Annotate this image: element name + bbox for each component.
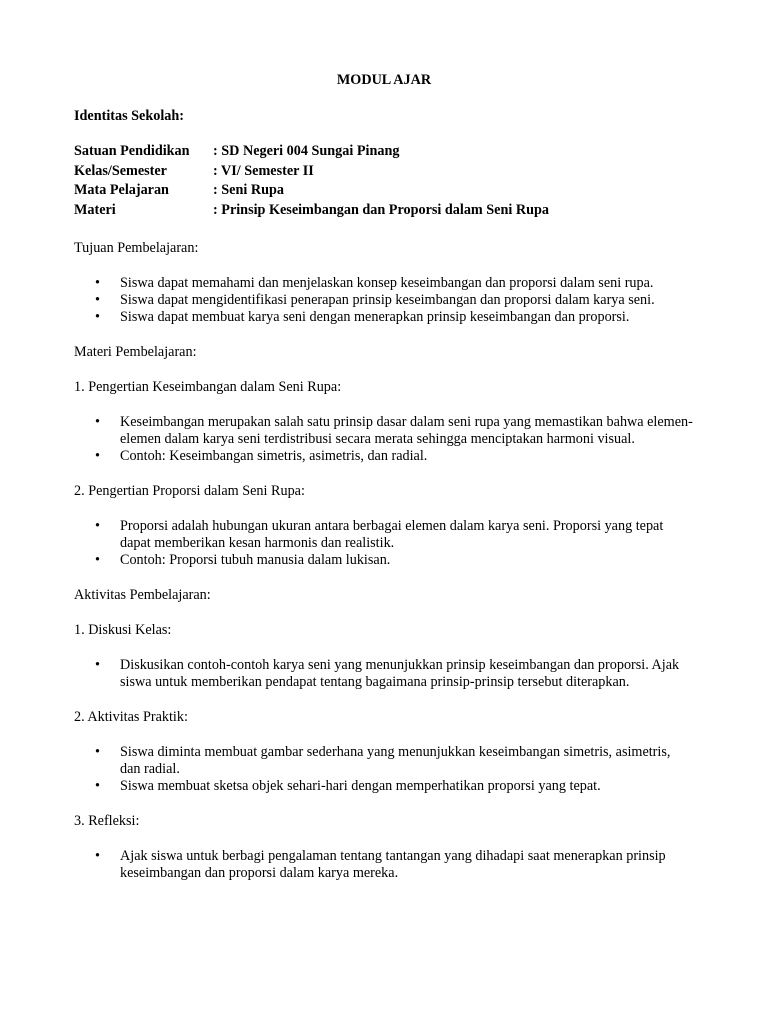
document-title: MODUL AJAR (336, 72, 432, 88)
identitas-row (74, 182, 549, 202)
bullet-icon: • (95, 275, 100, 291)
list-item-text: Keseimbangan merupakan salah satu prinsip dasar dalam seni rupa yang memastikan bahwa elemen-elemen dalam karya seni terdistribusi secara merata sehingga menciptakan harmoni visual. (120, 414, 693, 447)
bullet-icon: • (95, 778, 100, 794)
identitas-key: Kelas/Semester (74, 162, 167, 179)
identitas-row (74, 202, 549, 222)
identitas-row (74, 143, 549, 163)
materi-2-heading: 2. Pengertian Proporsi dalam Seni Rupa: (74, 483, 305, 499)
list-item (74, 848, 694, 882)
list-item (74, 414, 694, 448)
bullet-icon: • (95, 518, 100, 534)
bullet-icon: • (95, 292, 100, 308)
bullet-icon: • (95, 309, 100, 325)
list-item (74, 292, 694, 309)
list-item (74, 778, 694, 795)
list-item-text: Proporsi adalah hubungan ukuran antara berbagai elemen dalam karya seni. Proporsi yang tepat dapat memberikan kesan harmonis dan realistik. (120, 518, 664, 551)
list-item (74, 309, 694, 326)
aktivitas-3-heading: 3. Refleksi: (74, 813, 140, 829)
list-item (74, 657, 694, 691)
materi-1-heading: 1. Pengertian Keseimbangan dalam Seni Rupa: (74, 379, 342, 395)
list-item-text: Siswa diminta membuat gambar sederhana yang menunjukkan keseimbangan simetris, asimetris, dan radial. (120, 744, 671, 777)
aktivitas-1-heading: 1. Diskusi Kelas: (74, 622, 172, 638)
list-item-text: Contoh: Proporsi tubuh manusia dalam lukisan. (120, 552, 391, 568)
aktivitas-1-list (74, 657, 694, 691)
identitas-value: : SD Negeri 004 Sungai Pinang (213, 143, 400, 159)
list-item (74, 448, 694, 465)
tujuan-heading: Tujuan Pembelajaran: (74, 240, 199, 256)
identitas-value: : Prinsip Keseimbangan dan Proporsi dalam Seni Rupa (213, 201, 549, 218)
identitas-key: Satuan Pendidikan (74, 143, 190, 159)
list-item (74, 744, 694, 778)
identitas-heading: Identitas Sekolah: (74, 108, 184, 124)
bullet-icon: • (95, 448, 100, 464)
bullet-icon: • (95, 414, 100, 430)
identitas-key: Mata Pelajaran (74, 182, 169, 198)
identitas-row (74, 163, 549, 183)
materi-2-list (74, 518, 694, 569)
bullet-icon: • (95, 552, 100, 568)
list-item-text: Siswa dapat membuat karya seni dengan menerapkan prinsip keseimbangan dan proporsi. (120, 309, 630, 325)
identitas-value: : VI/ Semester II (213, 162, 314, 179)
list-item (74, 552, 694, 569)
document-page (74, 72, 694, 900)
bullet-icon: • (95, 744, 100, 760)
identitas-value: : Seni Rupa (213, 182, 284, 198)
materi-1-list (74, 414, 694, 465)
identitas-table (74, 143, 549, 221)
list-item-text: Ajak siswa untuk berbagi pengalaman tentang tantangan yang dihadapi saat menerapkan prinsip keseimbangan dan proporsi dalam karya mereka. (120, 848, 666, 881)
list-item-text: Siswa dapat mengidentifikasi penerapan prinsip keseimbangan dan proporsi dalam karya seni. (120, 292, 655, 308)
bullet-icon: • (95, 848, 100, 864)
aktivitas-heading: Aktivitas Pembelajaran: (74, 587, 211, 603)
materi-heading: Materi Pembelajaran: (74, 344, 197, 360)
list-item-text: Diskusikan contoh-contoh karya seni yang menunjukkan prinsip keseimbangan dan proporsi. Ajak siswa untuk memberikan pendapat tentang bagaimana prinsip-prinsip tersebut diterapkan. (120, 657, 680, 690)
bullet-icon: • (95, 657, 100, 673)
list-item-text: Contoh: Keseimbangan simetris, asimetris, dan radial. (120, 448, 428, 464)
list-item-text: Siswa membuat sketsa objek sehari-hari dengan memperhatikan proporsi yang tepat. (120, 778, 601, 794)
list-item-text: Siswa dapat memahami dan menjelaskan konsep keseimbangan dan proporsi dalam seni rupa. (120, 275, 654, 291)
list-item (74, 518, 694, 552)
aktivitas-3-list (74, 848, 694, 882)
tujuan-list (74, 275, 694, 326)
aktivitas-2-heading: 2. Aktivitas Praktik: (74, 709, 188, 725)
aktivitas-2-list (74, 744, 694, 795)
list-item (74, 275, 694, 292)
identitas-key: Materi (74, 201, 116, 218)
